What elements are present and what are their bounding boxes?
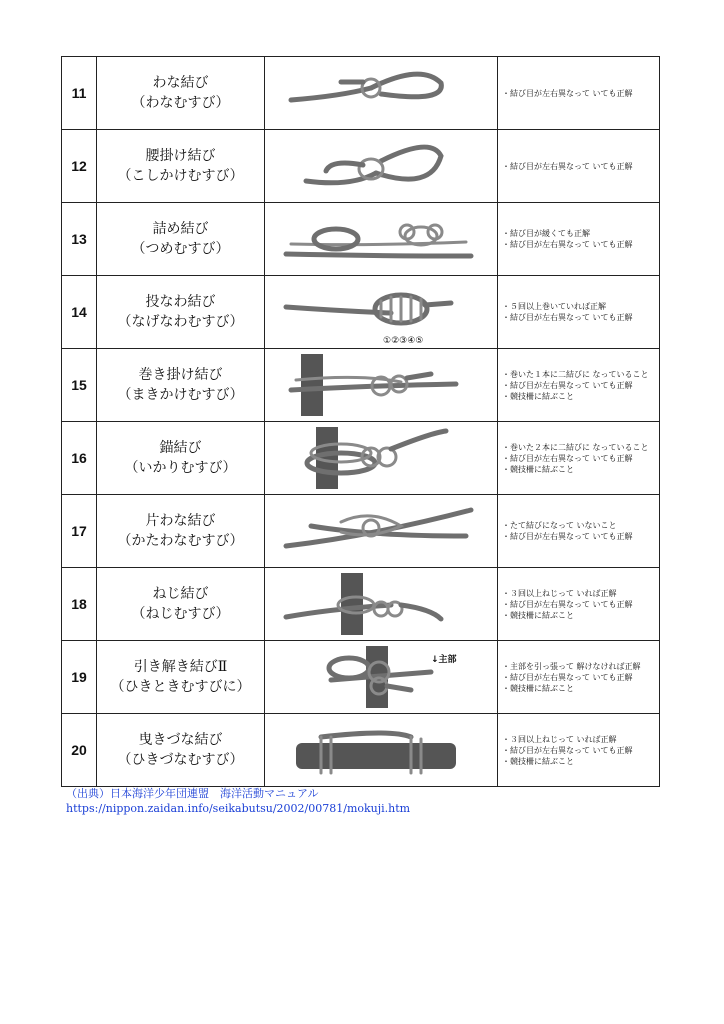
knot-notes [498,161,659,172]
table-row [62,349,660,422]
knot-name: 詰め結び [152,221,209,237]
knot-name: 投なわ結び [145,294,216,310]
knot-image-cell [265,422,498,495]
knot-name-cell [97,641,265,714]
note-item: ・ 巻いた２本に二結びに なっていること [502,442,659,453]
knot-reading: （ひきときむすびに） [110,679,251,695]
knot-notes [498,369,659,402]
knot-name-cell [97,349,265,422]
knot-notes-cell [498,276,660,349]
knot-notes [498,520,659,542]
knot-number: 16 [62,422,97,495]
table-row [62,422,660,495]
knot-image-cell [265,568,498,641]
knot-image-cell [265,714,498,787]
knot-14-image [271,277,491,347]
knot-name: ねじ結び [152,586,209,602]
knot-name-cell [97,57,265,130]
table-row [62,641,660,714]
knot-notes [498,442,659,475]
knot-11-image [271,58,491,128]
knot-image-cell [265,349,498,422]
note-item: ・ 結び目が左右異なって いても正解 [502,531,659,542]
knot-reading: （なげなわむすび） [117,314,244,330]
knot-table [61,56,660,787]
knot-15-image [271,350,491,420]
note-item: ・ ５回以上巻いていれば正解 [502,301,659,312]
knot-number: 14 [62,276,97,349]
knot-notes-cell [498,130,660,203]
note-item: ・ ３回以上ねじって いれば正解 [502,588,659,599]
knot-reading: （かたわなむすび） [117,533,244,549]
knot-name: 錨結び [159,440,202,456]
note-item: ・ 競技柵に結ぶこと [502,464,659,475]
note-item: ・ 結び目が左右異なって いても正解 [502,453,659,464]
note-item: ・ 主部を引っ張って 解けなければ正解 [502,661,659,672]
table-row [62,714,660,787]
knot-name: 引き解き結びⅡ [133,659,228,675]
knot-reading: （まきかけむすび） [117,387,244,403]
knot-notes-cell [498,641,660,714]
knot-name: 曳きづな結び [138,732,223,748]
knot-number: 20 [62,714,97,787]
knot-reading: （いかりむすび） [124,460,237,476]
knot-image-cell [265,495,498,568]
knot-notes-cell [498,714,660,787]
note-item: ・ ３回以上ねじって いれば正解 [502,734,659,745]
table-row [62,495,660,568]
knot-name: 腰掛け結び [145,148,216,164]
knot-name: わな結び [152,75,209,91]
knot-reading: （つめむすび） [131,241,230,257]
knot-image-cell [265,276,498,349]
knot-notes-cell [498,57,660,130]
note-item: ・ 結び目が左右異なって いても正解 [502,380,659,391]
knot-13-image [271,204,491,274]
knot-name: 巻き掛け結び [138,367,223,383]
knot-number: 19 [62,641,97,714]
note-item: ・ 結び目が左右異なって いても正解 [502,239,659,250]
knot-rows [62,57,660,787]
knot-notes-cell [498,495,660,568]
knot-reading: （こしかけむすび） [117,168,244,184]
note-item: ・ 競技柵に結ぶこと [502,683,659,694]
table-row [62,130,660,203]
knot-notes-cell [498,422,660,495]
knot-notes [498,588,659,621]
source-citation [66,786,410,816]
knot-20-image [271,715,491,785]
knot-19-image [271,642,491,712]
knot-16-image [271,423,491,493]
note-item: ・ 結び目が左右異なって いても正解 [502,88,659,99]
knot-number: 12 [62,130,97,203]
knot-number: 11 [62,57,97,130]
knot-notes [498,228,659,250]
table-row [62,57,660,130]
knot-notes [498,88,659,99]
knot-reading: （わなむすび） [131,95,230,111]
note-item: ・ 競技柵に結ぶこと [502,391,659,402]
table-row [62,276,660,349]
knot-name-cell [97,422,265,495]
knot-18-image [271,569,491,639]
note-item: ・ 巻いた１本に二結びに なっていること [502,369,659,380]
table-row [62,568,660,641]
note-item: ・ 結び目が左右異なって いても正解 [502,599,659,610]
knot-name-cell [97,203,265,276]
note-item: ・ 競技柵に結ぶこと [502,756,659,767]
note-item: ・ 結び目が左右異なって いても正解 [502,161,659,172]
knot-notes-cell [498,568,660,641]
knot-notes [498,301,659,323]
knot-name-cell [97,714,265,787]
knot-name-cell [97,495,265,568]
knot-name-cell [97,276,265,349]
knot-notes [498,661,659,694]
knot-17-image [271,496,491,566]
table-row [62,203,660,276]
knot-image-cell [265,641,498,714]
knot-reading: （ねじむすび） [131,606,230,622]
knot-image-cell [265,57,498,130]
knot-notes [498,734,659,767]
knot-number: 15 [62,349,97,422]
knot-image-label: ↓主部 [431,655,457,665]
knot-notes-cell [498,349,660,422]
note-item: ・ たて結びになって いないこと [502,520,659,531]
knot-name: 片わな結び [145,513,216,529]
source-title: （出典）日本海洋少年団連盟 海洋活動マニュアル [66,787,319,800]
knot-image-label: ①②③④⑤ [383,336,424,346]
note-item: ・ 結び目が左右異なって いても正解 [502,672,659,683]
source-url-link[interactable]: https://nippon.zaidan.info/seikabutsu/2002/00781/mokuji.htm [66,802,411,815]
knot-name-cell [97,568,265,641]
note-item: ・ 結び目が左右異なって いても正解 [502,312,659,323]
knot-number: 13 [62,203,97,276]
knot-image-cell [265,130,498,203]
knot-number: 17 [62,495,97,568]
knot-reading: （ひきづなむすび） [117,752,244,768]
knot-notes-cell [498,203,660,276]
knot-image-cell [265,203,498,276]
knot-name-cell [97,130,265,203]
knot-number: 18 [62,568,97,641]
note-item: ・ 競技柵に結ぶこと [502,610,659,621]
note-item: ・ 結び目が緩くても正解 [502,228,659,239]
note-item: ・ 結び目が左右異なって いても正解 [502,745,659,756]
knot-12-image [271,131,491,201]
